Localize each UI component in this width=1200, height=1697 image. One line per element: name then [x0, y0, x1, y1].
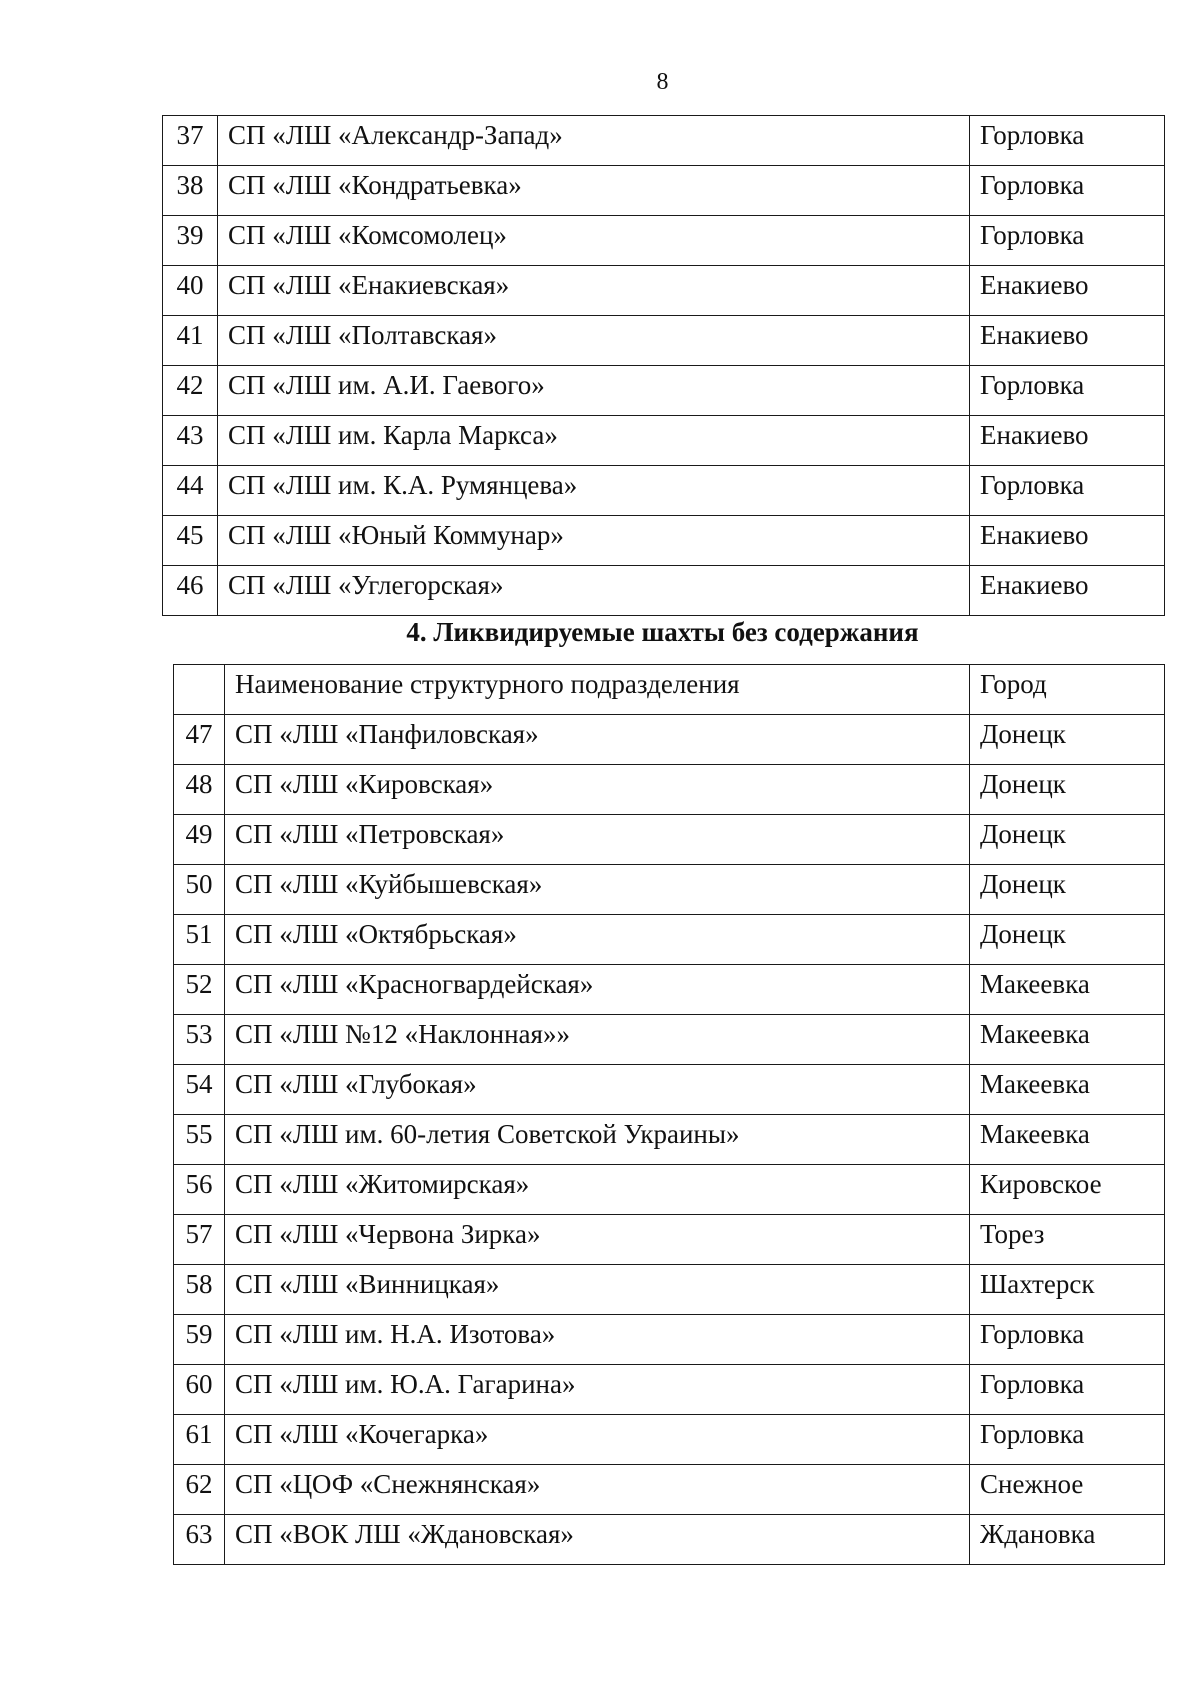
table-row: [163, 566, 1165, 616]
row-city: Горловка: [970, 166, 1165, 216]
row-number: 51: [174, 915, 225, 965]
page-number: 8: [656, 69, 669, 95]
table-header-row: [174, 665, 1165, 715]
mines-table-continued: [162, 115, 1165, 616]
table-row: [174, 1315, 1165, 1365]
row-city: Шахтерск: [970, 1265, 1165, 1315]
row-name: СП «ЛШ «Панфиловская»: [225, 715, 970, 765]
row-name: СП «ЛШ №12 «Наклонная»»: [225, 1015, 970, 1065]
table-row: [174, 1365, 1165, 1415]
row-number: 52: [174, 965, 225, 1015]
table-row: [174, 1465, 1165, 1515]
row-city: Снежное: [970, 1465, 1165, 1515]
row-city: Енакиево: [970, 316, 1165, 366]
table-row: [174, 865, 1165, 915]
row-name: СП «ЛШ «Житомирская»: [225, 1165, 970, 1215]
row-number: 50: [174, 865, 225, 915]
row-number: 58: [174, 1265, 225, 1315]
table-row: [163, 266, 1165, 316]
row-city: Донецк: [970, 815, 1165, 865]
table-row: [174, 815, 1165, 865]
row-number: 60: [174, 1365, 225, 1415]
row-number: 55: [174, 1115, 225, 1165]
row-number: 43: [163, 416, 218, 466]
row-name: СП «ЛШ «Куйбышевская»: [225, 865, 970, 915]
row-city: Горловка: [970, 366, 1165, 416]
row-city: Горловка: [970, 1365, 1165, 1415]
row-number: 46: [163, 566, 218, 616]
row-city: Енакиево: [970, 266, 1165, 316]
row-name: СП «ЛШ «Кочегарка»: [225, 1415, 970, 1465]
row-name: СП «ЛШ им. Ю.А. Гагарина»: [225, 1365, 970, 1415]
row-number: 42: [163, 366, 218, 416]
row-city: Енакиево: [970, 416, 1165, 466]
row-number: 61: [174, 1415, 225, 1465]
row-number: 44: [163, 466, 218, 516]
row-city: Макеевка: [970, 1015, 1165, 1065]
row-name: СП «ЛШ «Александр-Запад»: [218, 116, 970, 166]
row-name: СП «ВОК ЛШ «Ждановская»: [225, 1515, 970, 1565]
row-number: 63: [174, 1515, 225, 1565]
table-row: [163, 366, 1165, 416]
row-number: 38: [163, 166, 218, 216]
table-row: [174, 1015, 1165, 1065]
row-name: СП «ЛШ «Красногвардейская»: [225, 965, 970, 1015]
row-name: СП «ЛШ им. 60-летия Советской Украины»: [225, 1115, 970, 1165]
row-city: Донецк: [970, 865, 1165, 915]
row-number: 57: [174, 1215, 225, 1265]
row-city: Макеевка: [970, 1065, 1165, 1115]
table-row: [174, 1515, 1165, 1565]
row-name: СП «ЛШ «Комсомолец»: [218, 216, 970, 266]
row-city: Горловка: [970, 1415, 1165, 1465]
row-name: СП «ЛШ «Кондратьевка»: [218, 166, 970, 216]
row-city: Енакиево: [970, 566, 1165, 616]
row-name: СП «ЛШ «Петровская»: [225, 815, 970, 865]
row-number: 41: [163, 316, 218, 366]
row-number: 37: [163, 116, 218, 166]
row-number: 49: [174, 815, 225, 865]
table-row: [174, 1265, 1165, 1315]
row-city: Торез: [970, 1215, 1165, 1265]
row-city: Донецк: [970, 915, 1165, 965]
row-name: СП «ЛШ «Енакиевская»: [218, 266, 970, 316]
table-row: [174, 1215, 1165, 1265]
table-row: [174, 1115, 1165, 1165]
row-number: 54: [174, 1065, 225, 1115]
table-row: [174, 1165, 1165, 1215]
row-name: СП «ЛШ «Червона Зирка»: [225, 1215, 970, 1265]
row-city: Кировское: [970, 1165, 1165, 1215]
row-name: СП «ЛШ «Винницкая»: [225, 1265, 970, 1315]
table-row: [163, 216, 1165, 266]
row-name: СП «ЛШ им. Н.А. Изотова»: [225, 1315, 970, 1365]
row-city: Енакиево: [970, 516, 1165, 566]
row-city: Горловка: [970, 1315, 1165, 1365]
row-name: СП «ЛШ им. К.А. Румянцева»: [218, 466, 970, 516]
row-city: Ждановка: [970, 1515, 1165, 1565]
row-number: 47: [174, 715, 225, 765]
header-name: Наименование структурного подразделения: [225, 665, 970, 715]
header-number: [174, 665, 225, 715]
table-row: [163, 466, 1165, 516]
header-city: Город: [970, 665, 1165, 715]
row-city: Горловка: [970, 116, 1165, 166]
table-row: [174, 1415, 1165, 1465]
table-row: [163, 416, 1165, 466]
row-number: 53: [174, 1015, 225, 1065]
table-row: [163, 166, 1165, 216]
row-number: 56: [174, 1165, 225, 1215]
row-name: СП «ЛШ «Глубокая»: [225, 1065, 970, 1115]
table-row: [174, 765, 1165, 815]
row-number: 62: [174, 1465, 225, 1515]
table-row: [174, 1065, 1165, 1115]
table-row: [163, 516, 1165, 566]
table-row: [163, 116, 1165, 166]
table-row: [174, 965, 1165, 1015]
row-name: СП «ЛШ им. А.И. Гаевого»: [218, 366, 970, 416]
row-city: Макеевка: [970, 1115, 1165, 1165]
row-number: 45: [163, 516, 218, 566]
row-number: 59: [174, 1315, 225, 1365]
row-city: Макеевка: [970, 965, 1165, 1015]
table-row: [163, 316, 1165, 366]
row-name: СП «ЛШ им. Карла Маркса»: [218, 416, 970, 466]
row-name: СП «ЛШ «Углегорская»: [218, 566, 970, 616]
table-row: [174, 715, 1165, 765]
row-city: Донецк: [970, 715, 1165, 765]
table-row: [174, 915, 1165, 965]
row-city: Донецк: [970, 765, 1165, 815]
row-city: Горловка: [970, 216, 1165, 266]
row-name: СП «ЛШ «Юный Коммунар»: [218, 516, 970, 566]
row-number: 48: [174, 765, 225, 815]
row-city: Горловка: [970, 466, 1165, 516]
row-number: 40: [163, 266, 218, 316]
row-name: СП «ЛШ «Полтавская»: [218, 316, 970, 366]
liquidated-mines-table: [173, 664, 1165, 1565]
row-name: СП «ЛШ «Кировская»: [225, 765, 970, 815]
row-name: СП «ЛШ «Октябрьская»: [225, 915, 970, 965]
row-name: СП «ЦОФ «Снежнянская»: [225, 1465, 970, 1515]
section-heading: 4. Ликвидируемые шахты без содержания: [406, 617, 919, 647]
row-number: 39: [163, 216, 218, 266]
